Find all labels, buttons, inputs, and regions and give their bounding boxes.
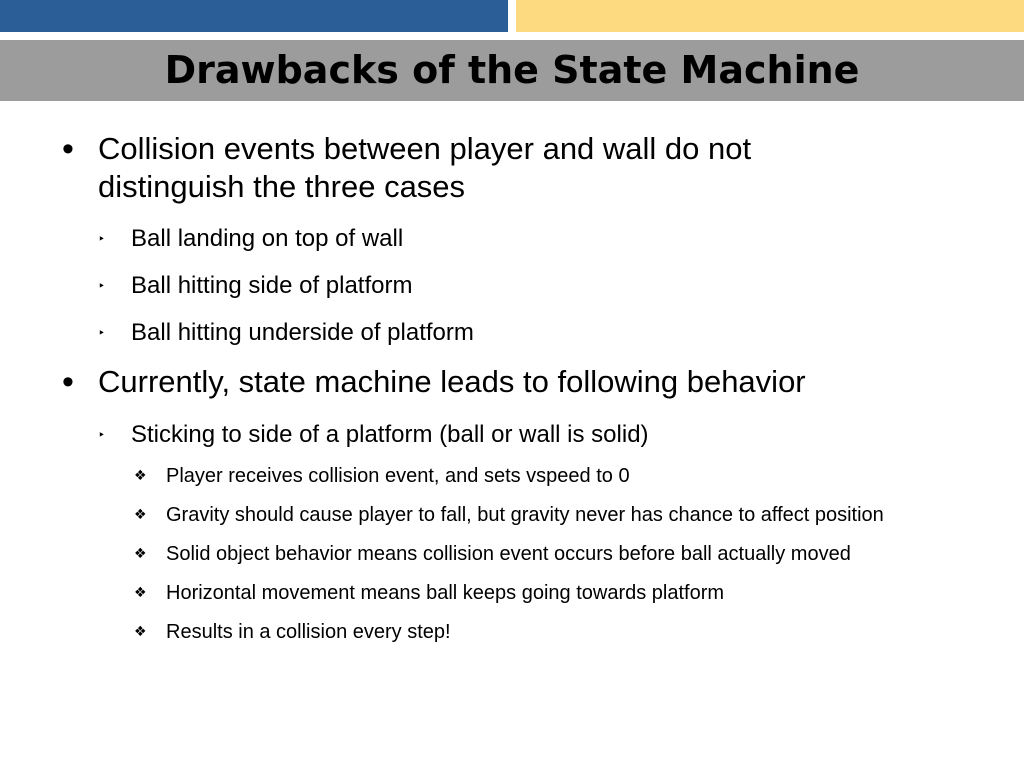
triangle-bullet-icon: ‣ xyxy=(98,279,106,293)
sub-bullet-text: Ball landing on top of wall xyxy=(131,225,404,252)
triangle-bullet-icon: ‣ xyxy=(98,428,106,442)
sub-sub-bullet-text: Solid object behavior means collision event occurs before ball actually moved xyxy=(166,543,851,565)
diamond-bullet-icon: ❖ xyxy=(134,507,147,523)
sub-bullet-text: Ball hitting side of platform xyxy=(131,272,413,299)
triangle-bullet-icon: ‣ xyxy=(98,326,106,340)
sub-sub-bullet-text: Gravity should cause player to fall, but gravity never has chance to affect position xyxy=(166,504,884,526)
sub-sub-bullet-text: Horizontal movement means ball keeps going towards platform xyxy=(166,582,725,604)
bullet-1-text-line2: distinguish the three cases xyxy=(98,169,466,204)
bullet-dot-icon: • xyxy=(62,130,74,168)
triangle-bullet-icon: ‣ xyxy=(98,232,106,246)
diamond-bullet-icon: ❖ xyxy=(134,546,147,562)
bullet-dot-icon: • xyxy=(62,363,74,401)
bullet-1-text-line1: Collision events between player and wall do not xyxy=(98,131,752,166)
bullet-2-text: Currently, state machine leads to following behavior xyxy=(98,364,806,399)
diamond-bullet-icon: ❖ xyxy=(134,585,147,601)
slide-title: Drawbacks of the State Machine xyxy=(164,48,860,92)
sub-sub-bullet-text: Player receives collision event, and sets vspeed to 0 xyxy=(166,465,630,487)
diamond-bullet-icon: ❖ xyxy=(134,468,147,484)
diamond-bullet-icon: ❖ xyxy=(134,624,147,640)
sub-bullet-text: Sticking to side of a platform (ball or wall is solid) xyxy=(131,421,649,448)
sub-bullet-text: Ball hitting underside of platform xyxy=(131,319,474,346)
sub-sub-bullet-text: Results in a collision every step! xyxy=(166,621,451,643)
